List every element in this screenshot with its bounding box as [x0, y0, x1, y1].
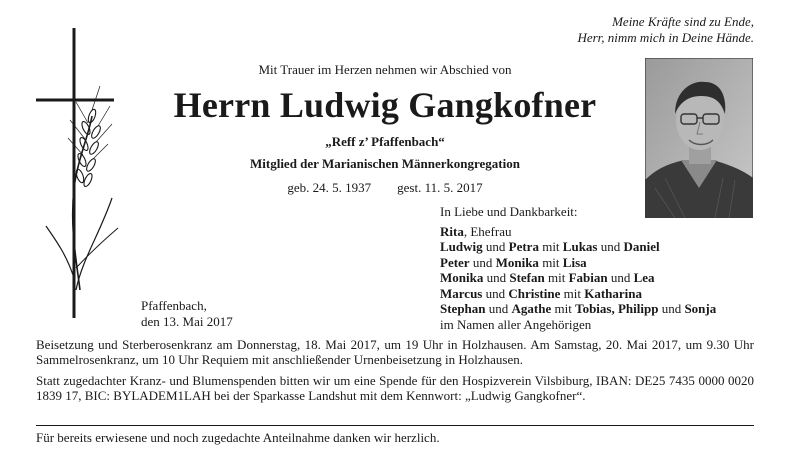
funeral-info: Beisetzung und Sterberosenkranz am Donnerstag, 18. Mai 2017, um 19 Uhr in Holzhausen. Am Samstag, 20. Mai 2017, um 9.30 Uhr Sammelrosenkranz, um 10 Uhr Requiem mit anschließender Urnenbeisetzung in Holzhausen. [36, 337, 754, 367]
mourners-heading: In Liebe und Dankbarkeit: [440, 204, 578, 219]
quote-line-2: Herr, nimm mich in Deine Hände. [577, 30, 754, 45]
mourner-connector: und [485, 301, 512, 316]
mourner-name: Marcus [440, 285, 483, 301]
intro-text: Mit Trauer im Herzen nehmen wir Abschied von [258, 62, 512, 77]
quote-line-1: Meine Kräfte sind zu Ende, [612, 14, 754, 29]
mourner-name: Stephan [440, 301, 486, 316]
mourner-line [440, 224, 716, 240]
mourner-connector: mit [544, 270, 569, 285]
mourners-list [440, 204, 716, 332]
mourner-name: Daniel [623, 239, 660, 254]
mourner-connector: und [658, 301, 685, 316]
mourner-connector: und [483, 270, 510, 285]
mourner-connector: , Ehefrau [463, 223, 512, 239]
mourner-connector: mit [551, 301, 576, 316]
mourner-name: Monika [495, 254, 539, 270]
notice-date: den 13. Mai 2017 [141, 313, 233, 329]
mourner-name: Rita [440, 223, 464, 239]
portrait-photo [645, 58, 753, 218]
mourner-connector: und [597, 239, 624, 254]
mourner-line [440, 270, 716, 286]
birth-date: geb. 24. 5. 1937 [287, 180, 372, 195]
mourner-name: Lisa [562, 254, 587, 270]
place: Pfaffenbach, [141, 298, 207, 313]
mourner-connector: mit [560, 285, 585, 301]
mourner-connector: und [607, 270, 634, 285]
mourner-connector: und [482, 239, 509, 254]
life-dates [140, 180, 630, 196]
place-date [141, 298, 233, 329]
mourner-connector: und [482, 285, 509, 301]
mourner-lines [440, 224, 716, 333]
mourner-name: Sonja [684, 301, 717, 316]
mourner-connector: im Namen aller Angehörigen [440, 316, 592, 332]
deceased-name: Herrn Ludwig Gangkofner [173, 85, 597, 125]
mourner-name: Christine [508, 285, 561, 301]
mourner-connector: und [469, 254, 496, 270]
mourner-name: Fabian [568, 270, 608, 285]
mourner-name: Lea [633, 270, 655, 285]
mourner-name: Ludwig [440, 239, 483, 254]
mourner-line [440, 286, 716, 302]
mourner-line [440, 255, 716, 271]
mourner-connector: mit [538, 254, 563, 270]
mourner-name: Monika [440, 270, 484, 285]
mourner-name: Petra [508, 239, 539, 254]
mourner-line [440, 301, 716, 317]
mourner-line [440, 317, 716, 333]
mourner-name: Lukas [562, 239, 598, 254]
mourner-name: Agathe [511, 301, 552, 316]
membership: Mitglied der Marianischen Männerkongregation [250, 156, 520, 171]
mourner-name: Stefan [509, 270, 545, 285]
divider [36, 425, 754, 426]
mourner-name: Katharina [584, 285, 643, 301]
death-date: gest. 11. 5. 2017 [397, 180, 483, 195]
donation-info: Statt zugedachter Kranz- und Blumenspenden bitten wir um eine Spende für den Hospizverein Vilsbiburg, IBAN: DE25 7435 0000 0020 1839 17, BIC: BYLADEM1LAH bei der Sparkasse Landshut mit dem Kennwort: „Ludwig Gangkofner“. [36, 373, 754, 403]
mourner-name: Tobias, Philipp [575, 301, 659, 316]
nickname: „Reff z’ Pfaffenbach“ [325, 134, 445, 149]
thanks-text: Für bereits erwiesene und noch zugedachte Anteilnahme danken wir herzlich. [36, 430, 440, 445]
mourner-name: Peter [440, 254, 470, 270]
mourner-line [440, 239, 716, 255]
cross-with-wheat-icon [30, 28, 130, 318]
bible-quote [577, 14, 754, 46]
mourner-connector: mit [538, 239, 563, 254]
